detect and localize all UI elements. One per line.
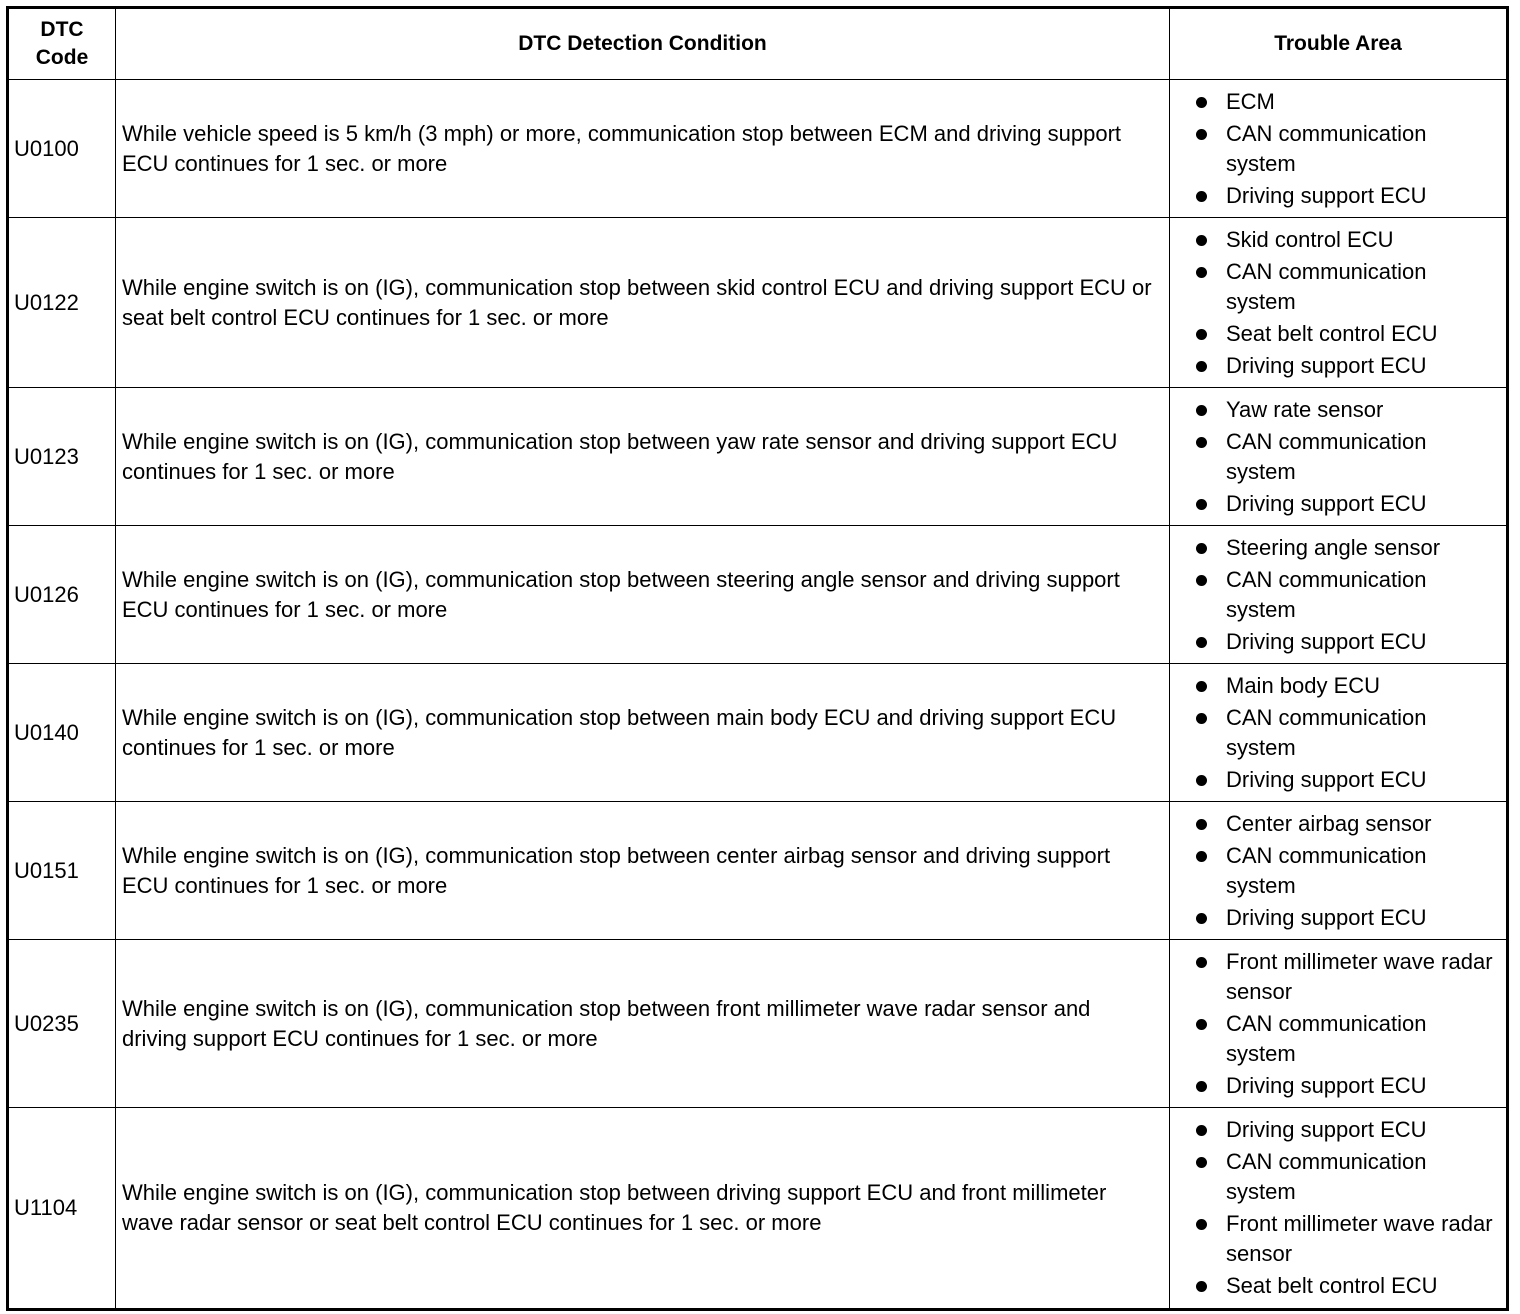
bullet-icon	[1196, 851, 1207, 862]
trouble-area-text: CAN communication system	[1226, 1149, 1427, 1204]
trouble-area-text: Driving support ECU	[1226, 490, 1427, 516]
trouble-area-cell	[1170, 940, 1508, 1108]
bullet-icon	[1196, 1125, 1207, 1136]
header-dtc-code-line2: Code	[35, 46, 89, 69]
dtc-code-cell: U0151	[8, 802, 116, 940]
list-item	[1192, 1115, 1502, 1145]
bullet-icon	[1196, 329, 1207, 340]
bullet-icon	[1196, 957, 1207, 968]
list-item	[1192, 809, 1502, 839]
list-item	[1192, 1271, 1502, 1301]
table-row	[8, 940, 1508, 1108]
bullet-icon	[1196, 819, 1207, 830]
bullet-icon	[1196, 681, 1207, 692]
detection-condition-cell: While engine switch is on (IG), communication stop between yaw rate sensor and driving support ECU continues for 1 sec. or more	[116, 388, 1170, 526]
table-row	[8, 80, 1508, 218]
header-dtc-code-line1: DTC	[40, 18, 84, 41]
table-row	[8, 526, 1508, 664]
list-item	[1192, 627, 1502, 657]
trouble-area-list	[1192, 809, 1502, 933]
detection-condition-cell: While engine switch is on (IG), communication stop between skid control ECU and driving support ECU or seat belt control ECU continues for 1 sec. or more	[116, 218, 1170, 388]
dtc-table	[6, 6, 1509, 1311]
dtc-code-cell: U0126	[8, 526, 116, 664]
bullet-icon	[1196, 437, 1207, 448]
header-row	[8, 8, 1508, 80]
table-row	[8, 388, 1508, 526]
bullet-icon	[1196, 129, 1207, 140]
trouble-area-list	[1192, 395, 1502, 519]
bullet-icon	[1196, 361, 1207, 372]
trouble-area-text: Driving support ECU	[1226, 352, 1427, 378]
list-item	[1192, 703, 1502, 763]
trouble-area-cell	[1170, 1108, 1508, 1310]
bullet-icon	[1196, 267, 1207, 278]
trouble-area-text: CAN communication system	[1226, 428, 1427, 484]
list-item	[1192, 1009, 1502, 1069]
list-item	[1192, 1071, 1502, 1101]
list-item	[1192, 87, 1502, 117]
trouble-area-text: Driving support ECU	[1226, 182, 1427, 208]
table-row	[8, 664, 1508, 802]
trouble-area-text: Seat belt control ECU	[1226, 1273, 1438, 1298]
trouble-area-text: Steering angle sensor	[1226, 534, 1441, 560]
trouble-area-list	[1192, 533, 1502, 657]
detection-condition-cell: While vehicle speed is 5 km/h (3 mph) or more, communication stop between ECM and driving support ECU continues for 1 sec. or more	[116, 80, 1170, 218]
list-item	[1192, 225, 1502, 255]
list-item	[1192, 671, 1502, 701]
trouble-area-text: CAN communication system	[1226, 120, 1427, 176]
bullet-icon	[1196, 713, 1207, 724]
list-item	[1192, 395, 1502, 425]
table-row	[8, 218, 1508, 388]
bullet-icon	[1196, 543, 1207, 554]
dtc-code-cell: U1104	[8, 1108, 116, 1310]
dtc-code-cell: U0123	[8, 388, 116, 526]
dtc-code-cell: U0140	[8, 664, 116, 802]
bullet-icon	[1196, 775, 1207, 786]
detection-condition-cell: While engine switch is on (IG), communication stop between center airbag sensor and driving support ECU continues for 1 sec. or more	[116, 802, 1170, 940]
trouble-area-text: ECM	[1226, 88, 1275, 114]
bullet-icon	[1196, 1281, 1207, 1292]
trouble-area-list	[1192, 1115, 1502, 1301]
trouble-area-text: Driving support ECU	[1226, 628, 1427, 654]
trouble-area-text: CAN communication system	[1226, 258, 1427, 314]
trouble-area-text: Center airbag sensor	[1226, 810, 1432, 836]
bullet-icon	[1196, 405, 1207, 416]
trouble-area-text: Front millimeter wave radar sensor	[1226, 948, 1493, 1004]
trouble-area-cell	[1170, 388, 1508, 526]
list-item	[1192, 181, 1502, 211]
list-item	[1192, 427, 1502, 487]
trouble-area-text: CAN communication system	[1226, 704, 1427, 760]
table-body	[8, 80, 1508, 1310]
bullet-icon	[1196, 1081, 1207, 1092]
header-dtc-code	[8, 8, 116, 80]
trouble-area-text: Front millimeter wave radar sensor	[1226, 1211, 1493, 1266]
list-item	[1192, 319, 1502, 349]
trouble-area-list	[1192, 671, 1502, 795]
list-item	[1192, 947, 1502, 1007]
trouble-area-cell	[1170, 802, 1508, 940]
list-item	[1192, 351, 1502, 381]
bullet-icon	[1196, 1219, 1207, 1230]
bullet-icon	[1196, 637, 1207, 648]
dtc-code-cell: U0100	[8, 80, 116, 218]
trouble-area-cell	[1170, 664, 1508, 802]
trouble-area-text: CAN communication system	[1226, 842, 1427, 898]
list-item	[1192, 765, 1502, 795]
bullet-icon	[1196, 97, 1207, 108]
detection-condition-cell: While engine switch is on (IG), communication stop between front millimeter wave radar sensor and driving support ECU continues for 1 sec. or more	[116, 940, 1170, 1108]
trouble-area-text: Driving support ECU	[1226, 904, 1427, 930]
trouble-area-text: Driving support ECU	[1226, 1072, 1427, 1098]
trouble-area-cell	[1170, 526, 1508, 664]
list-item	[1192, 903, 1502, 933]
table-row	[8, 802, 1508, 940]
trouble-area-list	[1192, 947, 1502, 1101]
trouble-area-text: Seat belt control ECU	[1226, 320, 1438, 346]
dtc-code-cell: U0235	[8, 940, 116, 1108]
detection-condition-cell: While engine switch is on (IG), communication stop between main body ECU and driving support ECU continues for 1 sec. or more	[116, 664, 1170, 802]
bullet-icon	[1196, 913, 1207, 924]
detection-condition-cell: While engine switch is on (IG), communication stop between steering angle sensor and driving support ECU continues for 1 sec. or more	[116, 526, 1170, 664]
trouble-area-list	[1192, 87, 1502, 211]
trouble-area-text: Driving support ECU	[1226, 1117, 1427, 1142]
list-item	[1192, 1209, 1502, 1269]
trouble-area-text: Yaw rate sensor	[1226, 396, 1384, 422]
list-item	[1192, 257, 1502, 317]
bullet-icon	[1196, 235, 1207, 246]
bullet-icon	[1196, 499, 1207, 510]
list-item	[1192, 841, 1502, 901]
trouble-area-text: CAN communication system	[1226, 566, 1427, 622]
trouble-area-cell	[1170, 80, 1508, 218]
bullet-icon	[1196, 1019, 1207, 1030]
detection-condition-cell: While engine switch is on (IG), communication stop between driving support ECU and front millimeter wave radar sensor or seat belt control ECU continues for 1 sec. or more	[116, 1108, 1170, 1310]
header-detection-condition: DTC Detection Condition	[116, 8, 1170, 80]
trouble-area-text: Main body ECU	[1226, 672, 1381, 698]
bullet-icon	[1196, 191, 1207, 202]
dtc-code-cell: U0122	[8, 218, 116, 388]
bullet-icon	[1196, 1157, 1207, 1168]
table-row	[8, 1108, 1508, 1310]
trouble-area-cell	[1170, 218, 1508, 388]
header-trouble-area: Trouble Area	[1170, 8, 1508, 80]
list-item	[1192, 489, 1502, 519]
bullet-icon	[1196, 575, 1207, 586]
list-item	[1192, 1147, 1502, 1207]
list-item	[1192, 565, 1502, 625]
list-item	[1192, 533, 1502, 563]
trouble-area-text: Skid control ECU	[1226, 226, 1394, 252]
trouble-area-list	[1192, 225, 1502, 381]
trouble-area-text: CAN communication system	[1226, 1010, 1427, 1066]
trouble-area-text: Driving support ECU	[1226, 766, 1427, 792]
list-item	[1192, 119, 1502, 179]
